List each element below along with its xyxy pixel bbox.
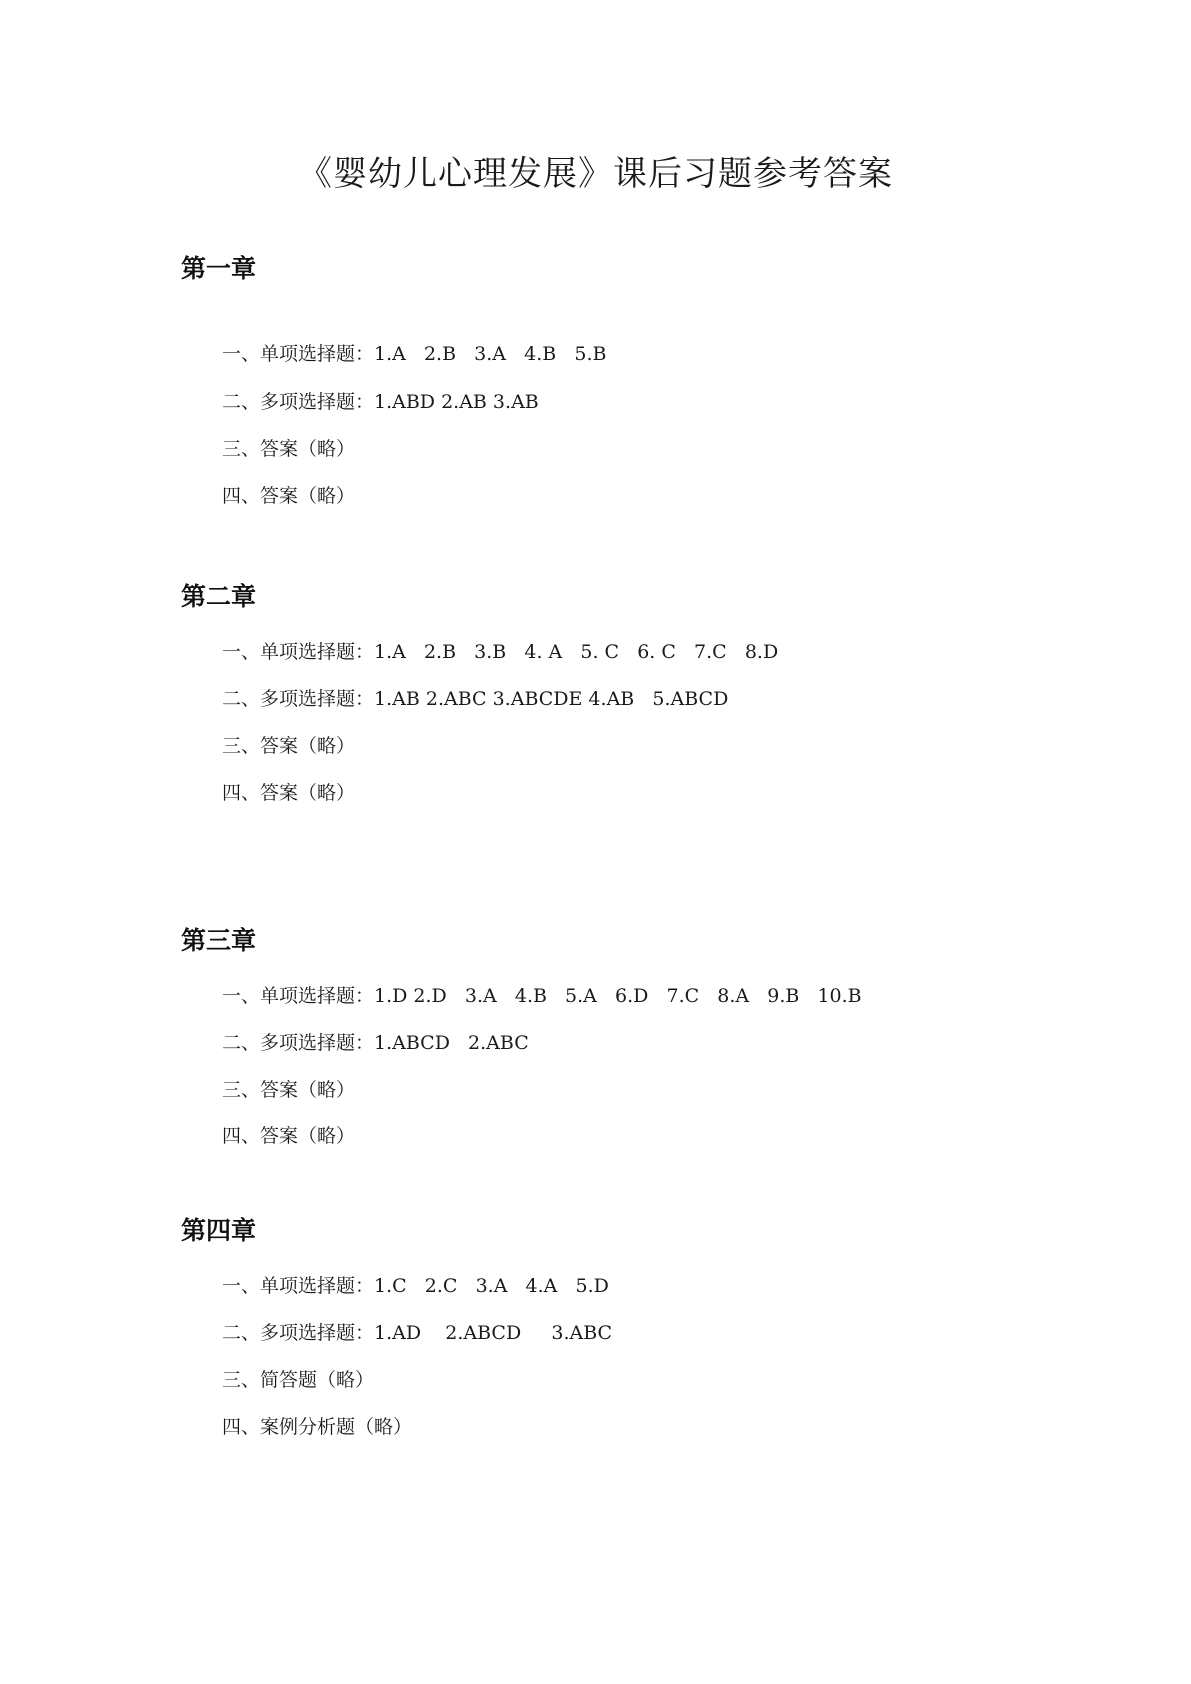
chapter-1-section-4-answer: 四、答案（略）	[222, 485, 356, 507]
document-title: 《婴幼儿心理发展》课后习题参考答案	[298, 154, 893, 194]
chapter-3-heading: 第三章	[181, 926, 257, 955]
chapter-1-heading: 第一章	[181, 254, 257, 283]
chapter-3-section-3-answer: 三、答案（略）	[222, 1079, 356, 1101]
chapter-4-single-choice-answers: 一、单项选择题：1.C 2.C 3.A 4.A 5.D	[222, 1275, 609, 1297]
chapter-1-single-choice-answers: 一、单项选择题：1.A 2.B 3.A 4.B 5.B	[222, 343, 607, 365]
chapter-3-section-4-answer: 四、答案（略）	[222, 1125, 356, 1147]
chapter-2-heading: 第二章	[181, 582, 257, 611]
chapter-3-single-choice-answers: 一、单项选择题：1.D 2.D 3.A 4.B 5.A 6.D 7.C 8.A 9.B 10.B	[222, 985, 862, 1007]
chapter-1-section-3-answer: 三、答案（略）	[222, 438, 356, 460]
chapter-2-section-4-answer: 四、答案（略）	[222, 782, 356, 804]
chapter-4-case-analysis-answer: 四、案例分析题（略）	[222, 1416, 413, 1438]
chapter-2-section-3-answer: 三、答案（略）	[222, 735, 356, 757]
chapter-2-single-choice-answers: 一、单项选择题：1.A 2.B 3.B 4. A 5. C 6. C 7.C 8.D	[222, 641, 779, 663]
chapter-2-multiple-choice-answers: 二、多项选择题：1.AB 2.ABC 3.ABCDE 4.AB 5.ABCD	[222, 688, 729, 710]
chapter-1-multiple-choice-answers: 二、多项选择题：1.ABD 2.AB 3.AB	[222, 391, 539, 413]
chapter-3-multiple-choice-answers: 二、多项选择题：1.ABCD 2.ABC	[222, 1032, 529, 1054]
chapter-4-multiple-choice-answers: 二、多项选择题：1.AD 2.ABCD 3.ABC	[222, 1322, 613, 1344]
chapter-4-heading: 第四章	[181, 1216, 257, 1245]
chapter-4-short-answer: 三、简答题（略）	[222, 1369, 375, 1391]
